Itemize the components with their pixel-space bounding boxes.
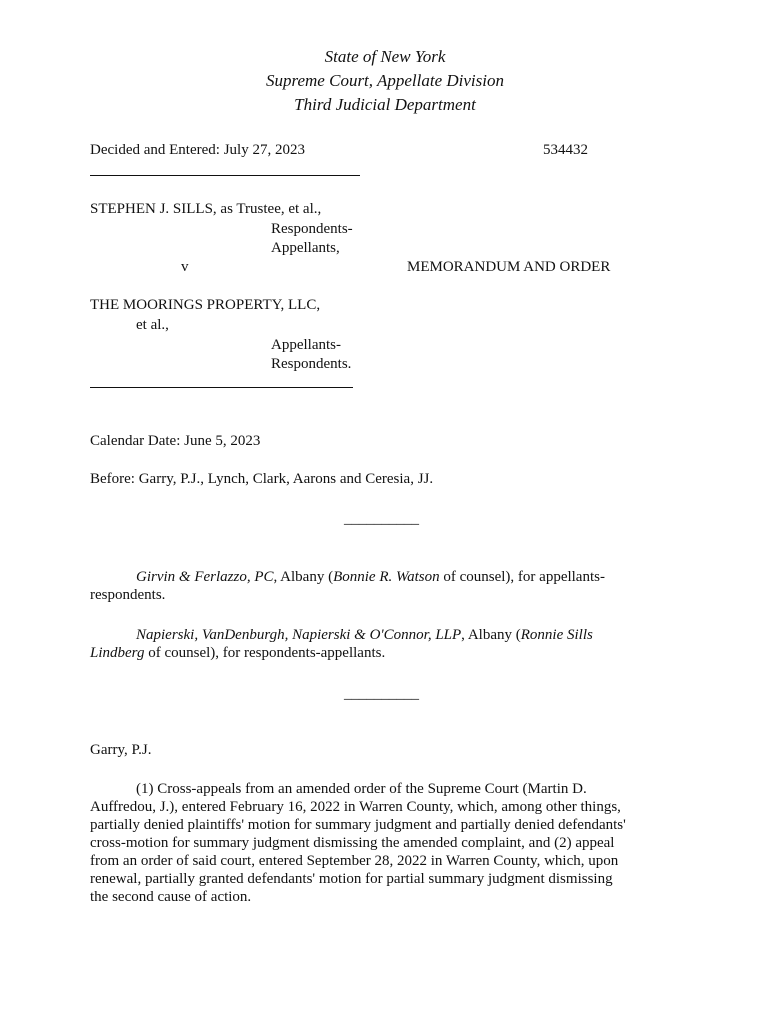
opinion-line: from an order of said court, entered September 28, 2022 in Warren County, which, upon — [90, 853, 619, 869]
plaintiff-role-1: Respondents- — [271, 221, 353, 237]
court-name: Supreme Court, Appellate Division — [266, 71, 504, 90]
panel-before: Before: Garry, P.J., Lynch, Clark, Aarons and Ceresia, JJ. — [90, 471, 434, 487]
opinion-line: (1) Cross-appeals from an amended order of the Supreme Court (Martin D. — [136, 781, 587, 797]
separator-1: __________ — [344, 511, 419, 527]
document-type: MEMORANDUM AND ORDER — [407, 259, 611, 275]
counsel-2-attorney-2: Lindberg — [90, 645, 145, 661]
defendant-name-1: THE MOORINGS PROPERTY, LLC, — [90, 297, 321, 313]
counsel-2-city: , Albany ( — [461, 627, 521, 643]
defendant-role-2: Respondents. — [271, 356, 352, 372]
separator-2: __________ — [344, 686, 419, 702]
counsel-respondents — [90, 626, 680, 662]
caption-bottom-rule — [90, 387, 353, 388]
court-state: State of New York — [324, 47, 446, 66]
counsel-1-rest: of counsel), for appellants- — [439, 569, 605, 585]
counsel-2-firm: Napierski, VanDenburgh, Napierski & O'Connor, LLP — [136, 627, 462, 643]
counsel-1-firm: Girvin & Ferlazzo, PC — [136, 569, 274, 585]
decided-entered: Decided and Entered: July 27, 2023 — [90, 142, 305, 158]
opinion-line: renewal, partially granted defendants' motion for partial summary judgment dismissing — [90, 871, 613, 887]
versus: v — [181, 259, 189, 275]
counsel-1-city: , Albany ( — [273, 569, 334, 585]
opinion-line: Auffredou, J.), entered February 16, 2022 in Warren County, which, among other things, — [90, 799, 621, 815]
plaintiff-name: STEPHEN J. SILLS, as Trustee, et al., — [90, 201, 322, 217]
defendant-name-2: et al., — [136, 317, 169, 333]
counsel-appellants — [90, 568, 680, 604]
calendar-date: Calendar Date: June 5, 2023 — [90, 433, 261, 449]
counsel-2-attorney-1: Ronnie Sills — [520, 627, 593, 643]
docket-number: 534432 — [543, 142, 588, 158]
counsel-1-attorney: Bonnie R. Watson — [333, 569, 440, 585]
plaintiff-role-2: Appellants, — [271, 240, 340, 256]
opinion-line: partially denied plaintiffs' motion for summary judgment and partially denied defendants' — [90, 817, 626, 833]
caption-top-rule — [90, 175, 360, 176]
opinion-line: cross-motion for summary judgment dismissing the amended complaint, and (2) appeal — [90, 835, 615, 851]
opinion-line: the second cause of action. — [90, 889, 252, 905]
counsel-2-rest: of counsel), for respondents-appellants. — [144, 645, 386, 661]
defendant-role-1: Appellants- — [271, 337, 341, 353]
court-department: Third Judicial Department — [294, 95, 476, 114]
opinion-paragraph — [90, 780, 680, 906]
opinion-author: Garry, P.J. — [90, 742, 152, 758]
counsel-1-rest-2: respondents. — [90, 587, 166, 603]
court-header — [0, 45, 770, 117]
